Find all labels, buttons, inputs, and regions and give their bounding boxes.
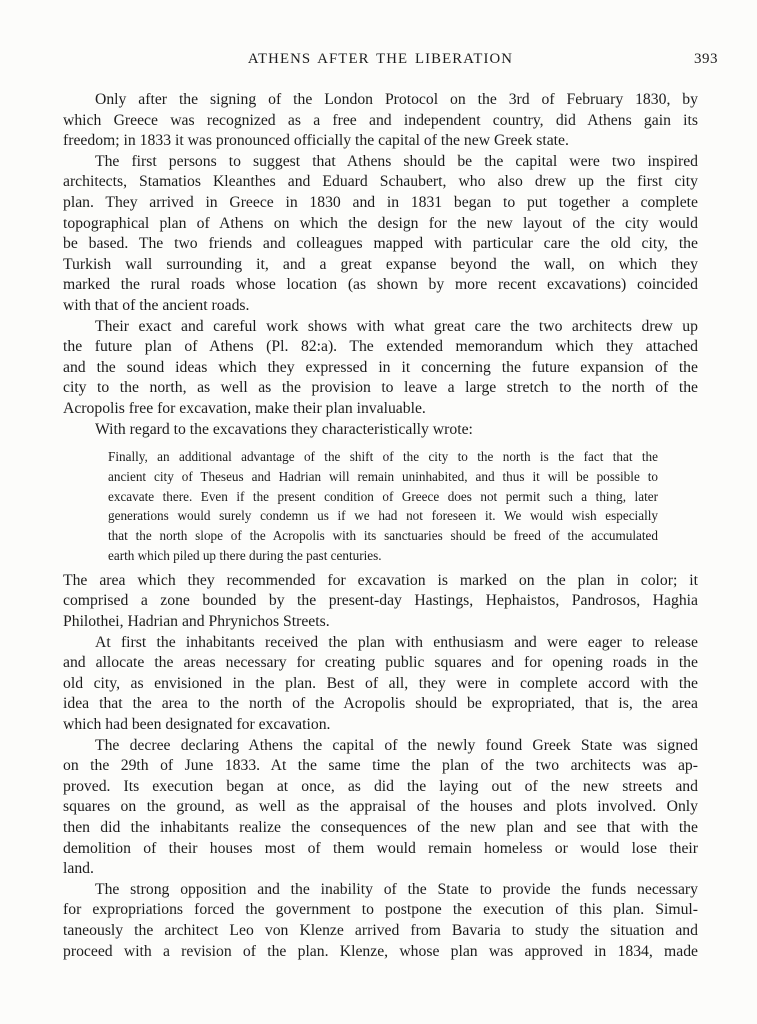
text-line: on the 29th of June 1833. At the same time the plan of the two architects was ap- (63, 757, 698, 775)
text-line: city to the north, as well as the provision to leave a large stretch to the north of the (63, 379, 698, 397)
text-line: ancient city of Theseus and Hadrian will remain uninhabited, and thus it will be possible to (108, 468, 658, 484)
text-line: topographical plan of Athens on which the design for the new layout of the city would (63, 214, 698, 232)
text-line: with that of the ancient roads. (63, 296, 250, 314)
text-line: then did the inhabitants realize the consequences of the new plan and see that with the (63, 819, 698, 836)
text-line: proved. Its execution began at once, as did the laying out of the new streets and (63, 777, 698, 795)
text-line: which had been designated for excavation. (63, 716, 331, 734)
text-line: The decree declaring Athens the capital of the newly found Greek State was signed (95, 736, 698, 754)
text-line: The first persons to suggest that Athens should be the capital were two inspired (95, 152, 698, 170)
text-line: squares on the ground, as well as the appraisal of the houses and plots involved. Only (63, 798, 698, 816)
text-line: idea that the area to the north of the Acropolis should be expropriated, that is, the area (63, 695, 698, 713)
text-line: that the north slope of the Acropolis with its sanctuaries should be freed of the accumulated (108, 528, 658, 544)
paragraph (63, 736, 698, 880)
text-line: The strong opposition and the inability of the State to provide the funds necessary (95, 880, 698, 898)
page-number: 393 (694, 51, 718, 67)
text-line: comprised a zone bounded by the present-day Hastings, Hephaistos, Pandrosos, Haghia (63, 592, 698, 610)
text-line: taneously the architect Leo von Klenze arrived from Bavaria to study the situation and (63, 921, 698, 939)
paragraph (63, 880, 698, 962)
text-line: the future plan of Athens (Pl. 82:a). The extended memorandum which they attached (63, 338, 698, 356)
page-header (63, 51, 718, 69)
blockquote (108, 447, 658, 566)
text-line: freedom; in 1833 it was pronounced officially the capital of the new Greek state. (63, 132, 569, 150)
text-line: proceed with a revision of the plan. Klenze, whose plan was approved in 1834, made (63, 942, 698, 960)
page-body (63, 90, 698, 962)
text-line: which Greece was recognized as a free and independent country, did Athens gain its (63, 111, 698, 129)
text-line: for expropriations forced the government to postpone the execution of this plan. Simul- (63, 901, 698, 919)
paragraph (63, 90, 698, 152)
paragraph (63, 152, 698, 317)
text-line: Finally, an additional advantage of the shift of the city to the north is the fact that the (108, 449, 658, 465)
paragraph (63, 317, 698, 420)
paragraph (63, 633, 698, 736)
text-line: Turkish wall surrounding it, and a great expanse beyond the wall, on which they (63, 255, 698, 273)
text-line: Their exact and careful work shows with what great care the two architects drew up (95, 317, 698, 335)
text-line: earth which piled up there during the past centuries. (108, 548, 382, 564)
text-line: Only after the signing of the London Protocol on the 3rd of February 1830, by (95, 91, 698, 108)
text-line: be based. The two friends and colleagues mapped with particular care the old city, the (63, 235, 698, 253)
paragraph (63, 571, 698, 633)
text-line: Philothei, Hadrian and Phrynichos Streets. (63, 613, 330, 631)
text-line: At first the inhabitants received the plan with enthusiasm and were eager to release (95, 633, 698, 651)
text-line: demolition of their houses most of them would remain homeless or would lose their (63, 839, 698, 857)
text-line: land. (63, 860, 94, 878)
text-line: and the sound ideas which they expressed in it concerning the future expansion of the (63, 358, 698, 376)
running-title: ATHENS AFTER THE LIBERATION (247, 51, 514, 67)
text-line: plan. They arrived in Greece in 1830 and in 1831 began to put together a complete (63, 193, 698, 211)
paragraph (63, 420, 698, 441)
text-line: and allocate the areas necessary for creating public squares and for opening roads in the (63, 654, 698, 672)
text-line: With regard to the excavations they characteristically wrote: (95, 420, 473, 438)
text-line: excavate there. Even if the present condition of Greece does not permit such a thing, later (108, 488, 658, 504)
text-line: architects, Stamatios Kleanthes and Eduard Schaubert, who also drew up the first city (63, 173, 698, 191)
text-line: The area which they recommended for excavation is marked on the plan in color; it (63, 571, 698, 589)
text-line: generations would surely condemn us if we had not foreseen it. We would wish especially (108, 508, 658, 524)
text-line: Acropolis free for excavation, make their plan invaluable. (63, 399, 426, 417)
text-line: marked the rural roads whose location (as shown by more recent excavations) coincided (63, 276, 698, 294)
text-line: old city, as envisioned in the plan. Best of all, they were in complete accord with the (63, 674, 698, 692)
